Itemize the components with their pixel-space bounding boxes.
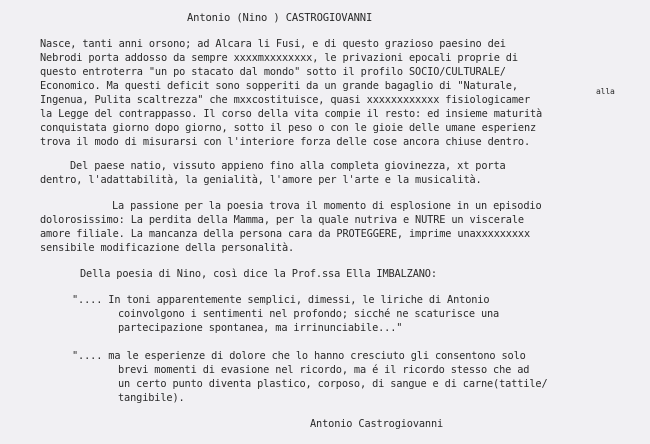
text-line: sensibile modificazione della personalità. [40,242,295,254]
text-line: coinvolgono i sentimenti nel profondo; sicché ne scaturisce una [118,308,500,320]
signature: Antonio Castrogiovanni [310,418,444,430]
text-line: La passione per la poesia trova il momento di esplosione in un episodio [112,200,542,212]
text-line: la Legge del contrappasso. Il corso della vita compie il resto: ed insieme maturità [40,108,543,120]
text-line: Economico. Ma questi deficit sono sopperiti da un grande bagaglio di "Naturale, [40,80,518,92]
text-line: dentro, l'adattabilità, la genialità, l'amore per l'arte e la musicalità. [40,174,482,186]
paragraph-citation-intro: Della poesia di Nino, così dice la Prof.ssa Ella IMBALZANO: [80,268,437,280]
text-line: ".... In toni apparentemente semplici, dimessi, le liriche di Antonio [72,294,490,306]
text-line: partecipazione spontanea, ma irrinunciabile..." [118,322,403,334]
text-line: Del paese natio, vissuto appieno fino alla completa giovinezza, xt porta [70,160,506,172]
text-line: trova il modo di misurarsi con l'interiore forza delle cose ancora chiuse dentro. [40,136,530,148]
text-line: ".... ma le esperienze di dolore che lo hanno cresciuto gli consentono solo [72,350,526,362]
text-line: un certo punto diventa plastico, corposo, di sangue e di carne(tattile/ [118,378,548,390]
text-line: amore filiale. La mancanza della persona cara da PROTEGGERE, imprime unaxxxxxxxxx [40,228,530,240]
text-line: Nasce, tanti anni orsono; ad Alcara li Fusi, e di questo grazioso paesino dei [40,38,506,50]
text-line: brevi momenti di evasione nel ricordo, ma é il ricordo stesso che ad [118,364,530,376]
handwritten-insert: alla [596,87,615,96]
text-line: conquistata giorno dopo giorno, sotto il peso o con le gioie delle umane esperienz [40,122,537,134]
heading: Antonio (Nino ) CASTROGIOVANNI [187,12,373,24]
text-line: Nebrodi porta addosso da sempre xxxxmxxxxxxxx, le privazioni epocali proprie di [40,52,518,64]
text-line: questo entroterra "un po stacato dal mondo" sotto il profilo SOCIO/CULTURALE/ [40,66,506,78]
text-line: dolorosissimo: La perdita della Mamma, per la quale nutriva e NUTRE un viscerale [40,214,524,226]
text-line: tangibile). [118,392,185,404]
text-line: Ingenua, Pulita scaltrezza" che mxxcostituisce, quasi xxxxxxxxxxxx fisiologicamer [40,94,530,106]
